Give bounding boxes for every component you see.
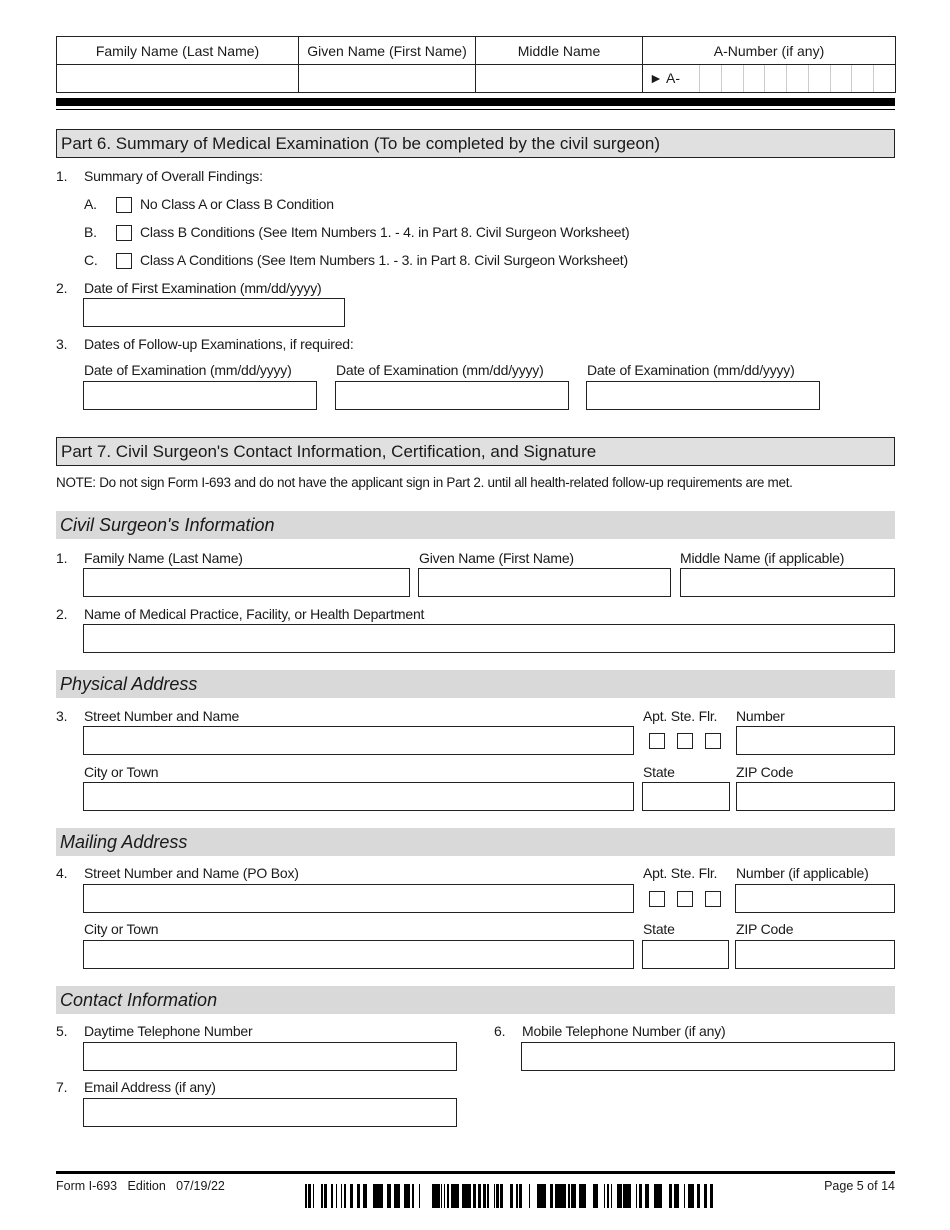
mailing-street-input[interactable] bbox=[83, 884, 634, 913]
item2-label: Date of First Examination (mm/dd/yyyy) bbox=[84, 280, 322, 296]
mailing-ste-checkbox[interactable] bbox=[677, 891, 693, 907]
given-name-field[interactable] bbox=[299, 65, 476, 93]
a-number-field[interactable] bbox=[643, 65, 896, 93]
contact-info-header: Contact Information bbox=[56, 986, 895, 1014]
mailing-number-label: Number (if applicable) bbox=[736, 865, 869, 881]
a-number-header: A-Number (if any) bbox=[643, 37, 896, 65]
item3-label: Dates of Follow-up Examinations, if required: bbox=[84, 336, 354, 352]
middle-name-header: Middle Name bbox=[476, 37, 643, 65]
followup-date-input-1[interactable] bbox=[83, 381, 317, 410]
practice-input[interactable] bbox=[83, 624, 895, 653]
option-b-label: Class B Conditions (See Item Numbers 1. - 4. in Part 8. Civil Surgeon Worksheet) bbox=[140, 224, 630, 240]
item2-number: 2. bbox=[56, 280, 68, 296]
option-b-letter: B. bbox=[84, 224, 97, 240]
arrow-right-icon: ► bbox=[649, 70, 663, 86]
item3-number: 3. bbox=[56, 336, 68, 352]
physical-city-input[interactable] bbox=[83, 782, 634, 811]
footer-rule bbox=[56, 1171, 895, 1174]
mailing-flr-checkbox[interactable] bbox=[705, 891, 721, 907]
mailing-zip-input[interactable] bbox=[735, 940, 895, 969]
physical-zip-input[interactable] bbox=[736, 782, 895, 811]
civil-item2-number: 2. bbox=[56, 606, 68, 622]
family-name-field[interactable] bbox=[57, 65, 299, 93]
physical-apt-checkbox[interactable] bbox=[649, 733, 665, 749]
surgeon-given-input[interactable] bbox=[418, 568, 671, 597]
part7-header: Part 7. Civil Surgeon's Contact Information, Certification, and Signature bbox=[56, 437, 895, 466]
option-a-checkbox[interactable] bbox=[116, 197, 132, 213]
mobile-phone-label: Mobile Telephone Number (if any) bbox=[522, 1023, 726, 1039]
option-c-label: Class A Conditions (See Item Numbers 1. - 3. in Part 8. Civil Surgeon Worksheet) bbox=[140, 252, 628, 268]
footer-page-number: Page 5 of 14 bbox=[824, 1179, 895, 1193]
contact-item7-number: 7. bbox=[56, 1079, 68, 1095]
item1-label: Summary of Overall Findings: bbox=[84, 168, 263, 184]
physical-street-input[interactable] bbox=[83, 726, 634, 755]
daytime-phone-input[interactable] bbox=[83, 1042, 457, 1071]
header-rule-thick bbox=[56, 98, 895, 106]
item1-number: 1. bbox=[56, 168, 68, 184]
physical-address-header: Physical Address bbox=[56, 670, 895, 698]
header-table bbox=[56, 36, 896, 93]
mailing-state-select[interactable] bbox=[642, 940, 729, 969]
mobile-phone-input[interactable] bbox=[521, 1042, 895, 1071]
physical-zip-label: ZIP Code bbox=[736, 764, 794, 780]
followup-date-label-3: Date of Examination (mm/dd/yyyy) bbox=[587, 362, 795, 378]
email-input[interactable] bbox=[83, 1098, 457, 1127]
physical-number-input[interactable] bbox=[736, 726, 895, 755]
civil-info-header: Civil Surgeon's Information bbox=[56, 511, 895, 539]
physical-number-label: Number bbox=[736, 708, 785, 724]
physical-city-label: City or Town bbox=[84, 764, 159, 780]
surgeon-given-label: Given Name (First Name) bbox=[419, 550, 574, 566]
option-b-checkbox[interactable] bbox=[116, 225, 132, 241]
physical-street-label: Street Number and Name bbox=[84, 708, 240, 724]
email-label: Email Address (if any) bbox=[84, 1079, 216, 1095]
civil-item1-number: 1. bbox=[56, 550, 68, 566]
surgeon-family-input[interactable] bbox=[83, 568, 410, 597]
header-rule-thin bbox=[56, 109, 895, 110]
surgeon-middle-input[interactable] bbox=[680, 568, 895, 597]
followup-date-label-2: Date of Examination (mm/dd/yyyy) bbox=[336, 362, 544, 378]
option-c-letter: C. bbox=[84, 252, 98, 268]
surgeon-family-label: Family Name (Last Name) bbox=[84, 550, 243, 566]
followup-date-label-1: Date of Examination (mm/dd/yyyy) bbox=[84, 362, 292, 378]
middle-name-field[interactable] bbox=[476, 65, 643, 93]
physical-ste-checkbox[interactable] bbox=[677, 733, 693, 749]
first-exam-date-input[interactable] bbox=[83, 298, 345, 327]
mailing-apt-label: Apt. Ste. Flr. bbox=[643, 865, 718, 881]
practice-label: Name of Medical Practice, Facility, or Health Department bbox=[84, 606, 425, 622]
contact-item6-number: 6. bbox=[494, 1023, 506, 1039]
part6-header: Part 6. Summary of Medical Examination (To be completed by the civil surgeon) bbox=[56, 129, 895, 158]
mailing-apt-checkbox[interactable] bbox=[649, 891, 665, 907]
mailing-item-number: 4. bbox=[56, 865, 68, 881]
surgeon-middle-label: Middle Name (if applicable) bbox=[680, 550, 845, 566]
barcode-image bbox=[305, 1184, 713, 1208]
mailing-state-label: State bbox=[643, 921, 675, 937]
physical-item-number: 3. bbox=[56, 708, 68, 724]
physical-state-select[interactable] bbox=[642, 782, 730, 811]
a-number-prefix: A- bbox=[665, 70, 680, 86]
mailing-zip-label: ZIP Code bbox=[736, 921, 794, 937]
followup-date-input-2[interactable] bbox=[335, 381, 569, 410]
part7-note: NOTE: Do not sign Form I-693 and do not have the applicant sign in Part 2. until all health-related follow-up requirements are met. bbox=[56, 475, 793, 490]
physical-apt-label: Apt. Ste. Flr. bbox=[643, 708, 718, 724]
family-name-header: Family Name (Last Name) bbox=[57, 37, 299, 65]
mailing-street-label: Street Number and Name (PO Box) bbox=[84, 865, 299, 881]
option-a-letter: A. bbox=[84, 196, 97, 212]
given-name-header: Given Name (First Name) bbox=[299, 37, 476, 65]
option-c-checkbox[interactable] bbox=[116, 253, 132, 269]
mailing-address-header: Mailing Address bbox=[56, 828, 895, 856]
daytime-phone-label: Daytime Telephone Number bbox=[84, 1023, 253, 1039]
mailing-city-input[interactable] bbox=[83, 940, 634, 969]
footer-form-edition: Form I-693 Edition 07/19/22 bbox=[56, 1179, 225, 1193]
mailing-city-label: City or Town bbox=[84, 921, 159, 937]
option-a-label: No Class A or Class B Condition bbox=[140, 196, 334, 212]
physical-flr-checkbox[interactable] bbox=[705, 733, 721, 749]
followup-date-input-3[interactable] bbox=[586, 381, 820, 410]
physical-state-label: State bbox=[643, 764, 675, 780]
contact-item5-number: 5. bbox=[56, 1023, 68, 1039]
mailing-number-input[interactable] bbox=[735, 884, 895, 913]
